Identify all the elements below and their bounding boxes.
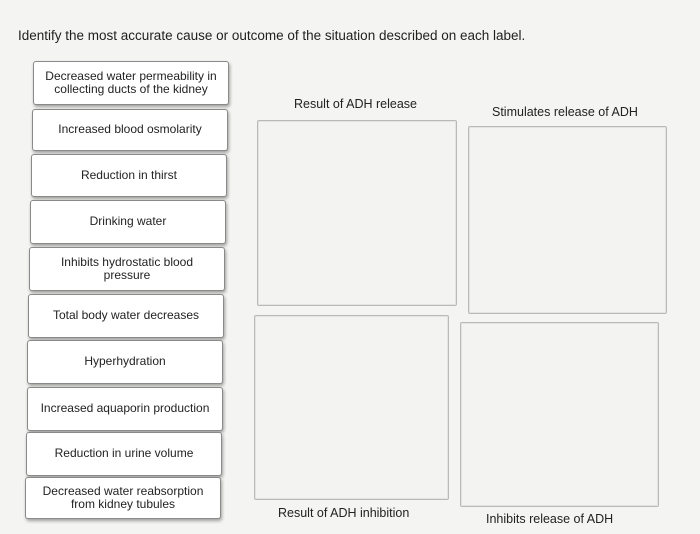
label-card[interactable]: Drinking water <box>30 200 226 244</box>
target-title-result-adh-release: Result of ADH release <box>294 97 417 111</box>
label-card[interactable]: Inhibits hydrostatic blood pressure <box>29 247 225 291</box>
drop-zone-inhibits-release-adh[interactable] <box>460 322 659 507</box>
target-title-inhibits-release-adh: Inhibits release of ADH <box>486 512 614 526</box>
label-card[interactable]: Increased blood osmolarity <box>32 109 228 151</box>
label-card[interactable]: Decreased water permeability in collecting ducts of the kidney <box>33 61 229 105</box>
label-card[interactable]: Increased aquaporin production <box>27 387 223 431</box>
target-title-stimulates-release-adh: Stimulates release of ADH <box>492 105 638 119</box>
drop-zone-result-adh-release[interactable] <box>257 120 457 306</box>
drop-zone-stimulates-release-adh[interactable] <box>468 126 667 314</box>
label-card[interactable]: Decreased water reabsorption from kidney tubules <box>25 477 221 519</box>
drop-zone-result-adh-inhibition[interactable] <box>254 315 449 500</box>
label-card[interactable]: Total body water decreases <box>28 294 224 338</box>
label-card[interactable]: Hyperhydration <box>27 340 223 384</box>
target-title-result-adh-inhibition: Result of ADH inhibition <box>278 506 410 520</box>
label-card[interactable]: Reduction in urine volume <box>26 432 222 476</box>
instruction-text: Identify the most accurate cause or outcome of the situation described on each label. <box>18 28 526 43</box>
label-card[interactable]: Reduction in thirst <box>31 154 227 197</box>
